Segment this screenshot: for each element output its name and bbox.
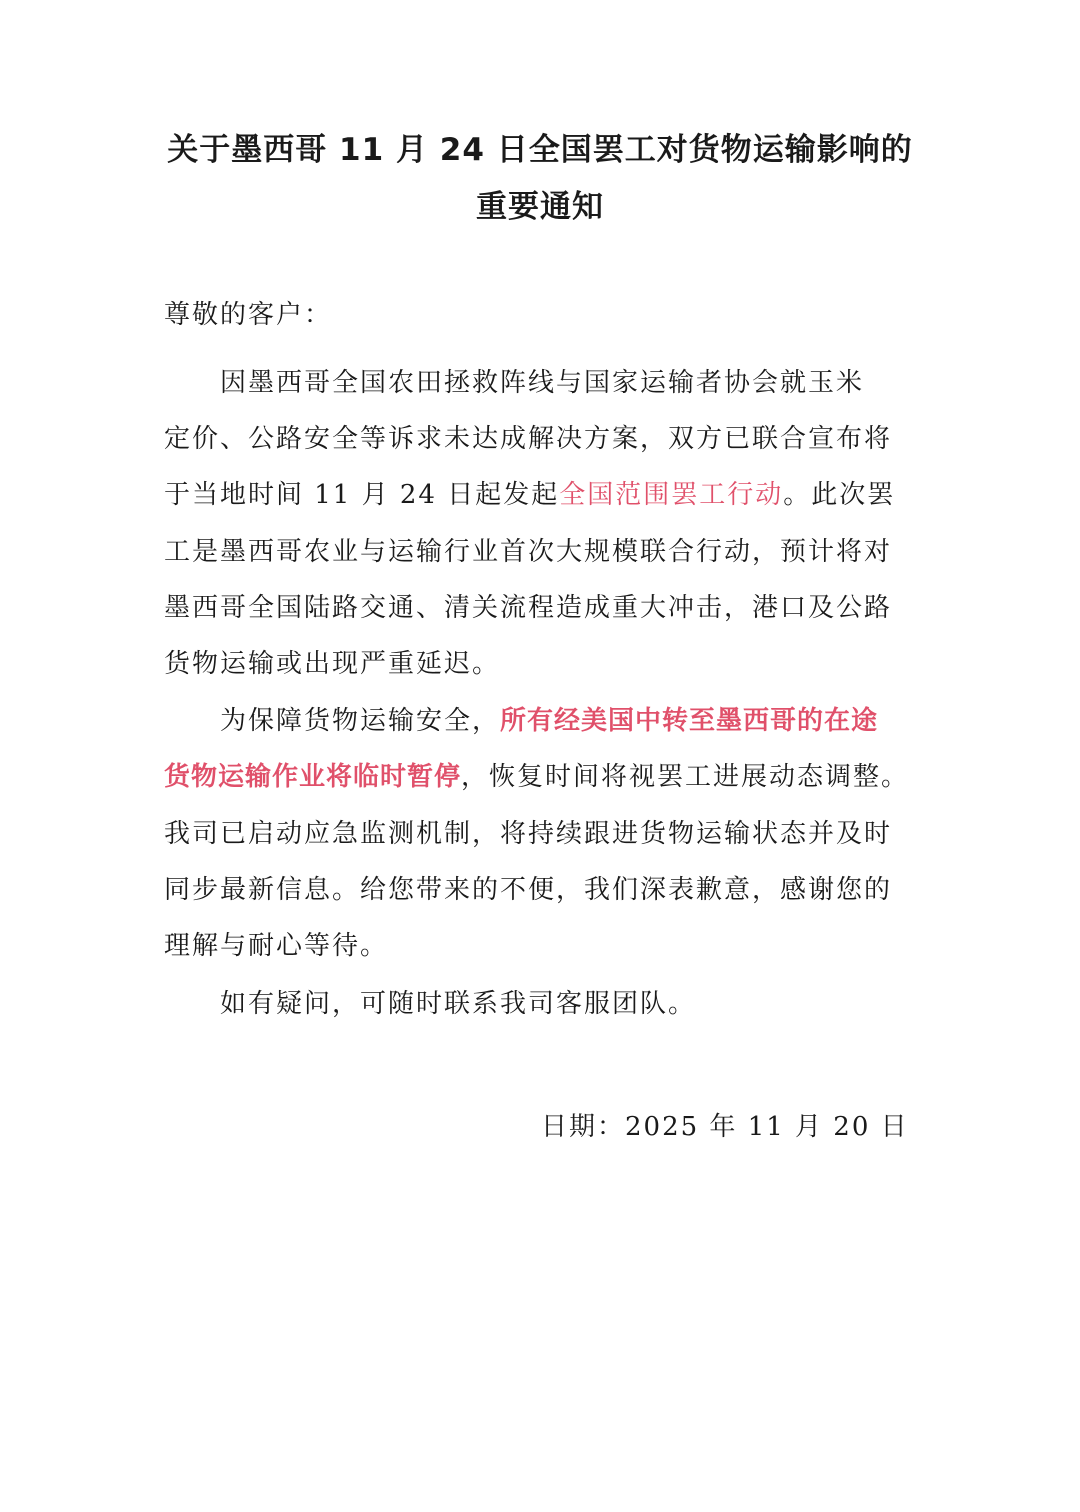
notice-title-line-2: 重要通知: [476, 189, 604, 225]
salutation: 尊敬的客户：: [164, 300, 333, 330]
paragraph1-text: 。此次罢: [783, 480, 896, 510]
paragraph1-line: 定价、公路安全等诉求未达成解决方案，双方已联合宣布将: [164, 424, 893, 454]
paragraph1-line: 墨西哥全国陆路交通、清关流程造成重大冲击，港口及公路: [164, 593, 893, 623]
paragraph2-line: [164, 756, 909, 793]
strike-highlight-text: 全国范围罢工行动: [559, 480, 784, 510]
paragraph1-text: 于当地时间 11 月 24 日起发起: [164, 480, 560, 510]
paragraph1-line: 工是墨西哥农业与运输行业首次大规模联合行动，预计将对: [164, 537, 893, 567]
notice-date: 日期：2025 年 11 月 20 日: [541, 1112, 909, 1142]
contact-paragraph: 如有疑问，可随时联系我司客服团队。: [220, 989, 697, 1019]
notice-title-line-1: 关于墨西哥 11 月 24 日全国罢工对货物运输影响的: [167, 132, 913, 168]
paragraph2-line: 同步最新信息。给您带来的不便，我们深表歉意，感谢您的: [164, 875, 893, 905]
paragraph1-line: 因墨西哥全国农田拯救阵线与国家运输者协会就玉米: [220, 368, 865, 398]
paragraph1-line: [164, 474, 895, 511]
paragraph2-text: ，恢复时间将视罢工进展动态调整。: [461, 762, 910, 792]
suspension-highlight-text: 货物运输作业将临时暂停: [164, 762, 462, 792]
suspension-highlight-text: 所有经美国中转至墨西哥的在途: [500, 706, 879, 736]
paragraph2-line: 理解与耐心等待。: [164, 931, 389, 961]
paragraph2-line: [220, 700, 878, 737]
paragraph1-line: 货物运输或出现严重延迟。: [164, 649, 501, 679]
paragraph2-text: 为保障货物运输安全，: [220, 706, 501, 736]
paragraph2-line: 我司已启动应急监测机制，将持续跟进货物运输状态并及时: [164, 819, 893, 849]
